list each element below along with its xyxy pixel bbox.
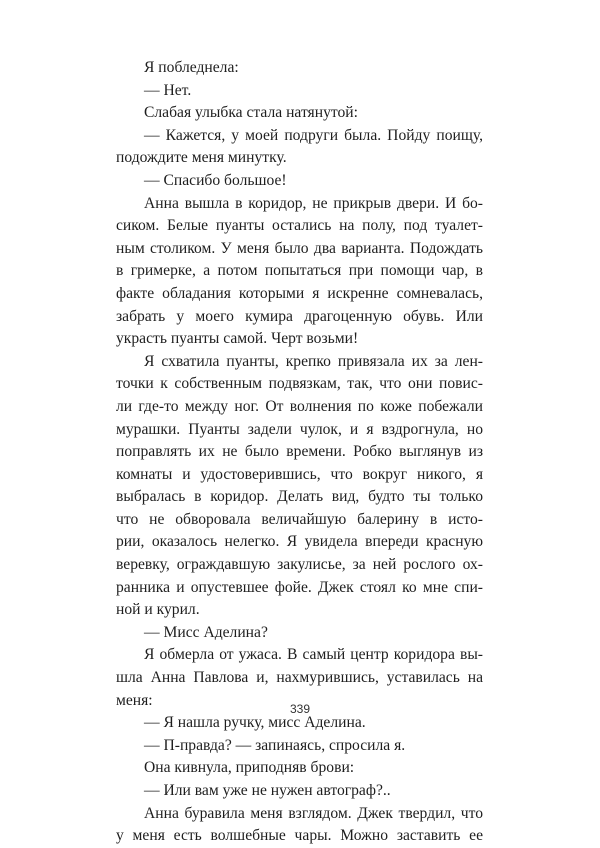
text-line: Я схватила пуанты, крепко привязала их за лен-: [144, 352, 483, 370]
text-line: Она кивнула, приподняв брови:: [144, 759, 355, 777]
text-line: у меня есть волшебные чары. Можно заставить ее: [116, 827, 483, 845]
text-line: в гримерке, а потом попытаться при помощи чар, в: [116, 262, 483, 280]
text-line: ным столиком. У меня было два варианта. Подождать: [116, 239, 483, 257]
text-line: меня:: [116, 691, 153, 709]
text-line: забрать у моего кумира драгоценную обувь. Или: [116, 307, 483, 325]
text-line: что не обворовала величайшую балерину в исто-: [116, 510, 483, 528]
paragraph: [116, 102, 483, 125]
paragraph: [116, 780, 483, 803]
text-line: ли где-то между ног. От волнения по коже побежали: [116, 397, 483, 415]
text-line: поправлять их не было времени. Робко выглянув из: [116, 443, 483, 461]
paragraph: [116, 622, 483, 645]
paragraph: [116, 125, 483, 170]
text-line: веревку, ограждавшую закулисье, за ней рослого ох-: [116, 556, 483, 574]
text-line: — Или вам уже не нужен автограф?..: [144, 782, 391, 799]
text-line: комнаты и удостоверившись, что вокруг никого, я: [116, 465, 483, 483]
text-line: факте обладания которыми я искренне сомневалась,: [116, 284, 483, 302]
paragraph: [116, 735, 483, 758]
text-line: точки к собственным подвязкам, так, что они повис-: [116, 375, 483, 393]
text-line: Слабая улыбка стала натянутой:: [144, 104, 358, 122]
paragraph: [116, 170, 483, 193]
body-text: [116, 57, 483, 848]
text-line: Я обмерла от ужаса. В самый центр коридора вы-: [144, 646, 483, 664]
paragraph: [116, 193, 483, 351]
paragraph: [116, 80, 483, 103]
text-line: — Кажется, у моей подруги была. Пойду поищу,: [144, 126, 483, 144]
text-line: — Мисс Аделина?: [144, 623, 268, 641]
text-line: ной и курил.: [116, 601, 200, 619]
text-line: — Нет.: [144, 81, 192, 99]
text-line: — П-правда? — запинаясь, спросила я.: [144, 736, 406, 754]
paragraph: [116, 803, 483, 848]
text-line: сиком. Белые пуанты остались на полу, под туалет-: [116, 217, 483, 235]
text-line: мурашки. Пуанты задели чулок, и я вздрогнула, но: [116, 420, 483, 438]
text-line: Я побледнела:: [144, 59, 239, 76]
text-line: подождите меня минутку.: [116, 149, 287, 167]
text-line: — Я нашла ручку, мисс Аделина.: [144, 714, 366, 732]
text-line: выбралась в коридор. Делать вид, будто ты только: [116, 488, 483, 506]
paragraph: [116, 57, 483, 80]
text-line: — Спасибо большое!: [144, 171, 287, 189]
text-line: шла Анна Павлова и, нахмурившись, уставилась на: [116, 669, 483, 687]
text-line: рии, оказалось нелегко. Я увидела впереди красную: [116, 533, 483, 551]
page-number: 339: [289, 702, 311, 716]
text-line: Анна вышла в коридор, не прикрыв двери. И бо-: [144, 194, 483, 212]
paragraph: [116, 351, 483, 622]
paragraph: [116, 757, 483, 780]
text-line: Анна буравила меня взглядом. Джек твердил, что: [144, 804, 483, 822]
text-line: ранника и опустевшее фойе. Джек стоял ко мне спи-: [116, 578, 483, 596]
text-line: украсть пуанты самой. Черт возьми!: [116, 330, 359, 348]
